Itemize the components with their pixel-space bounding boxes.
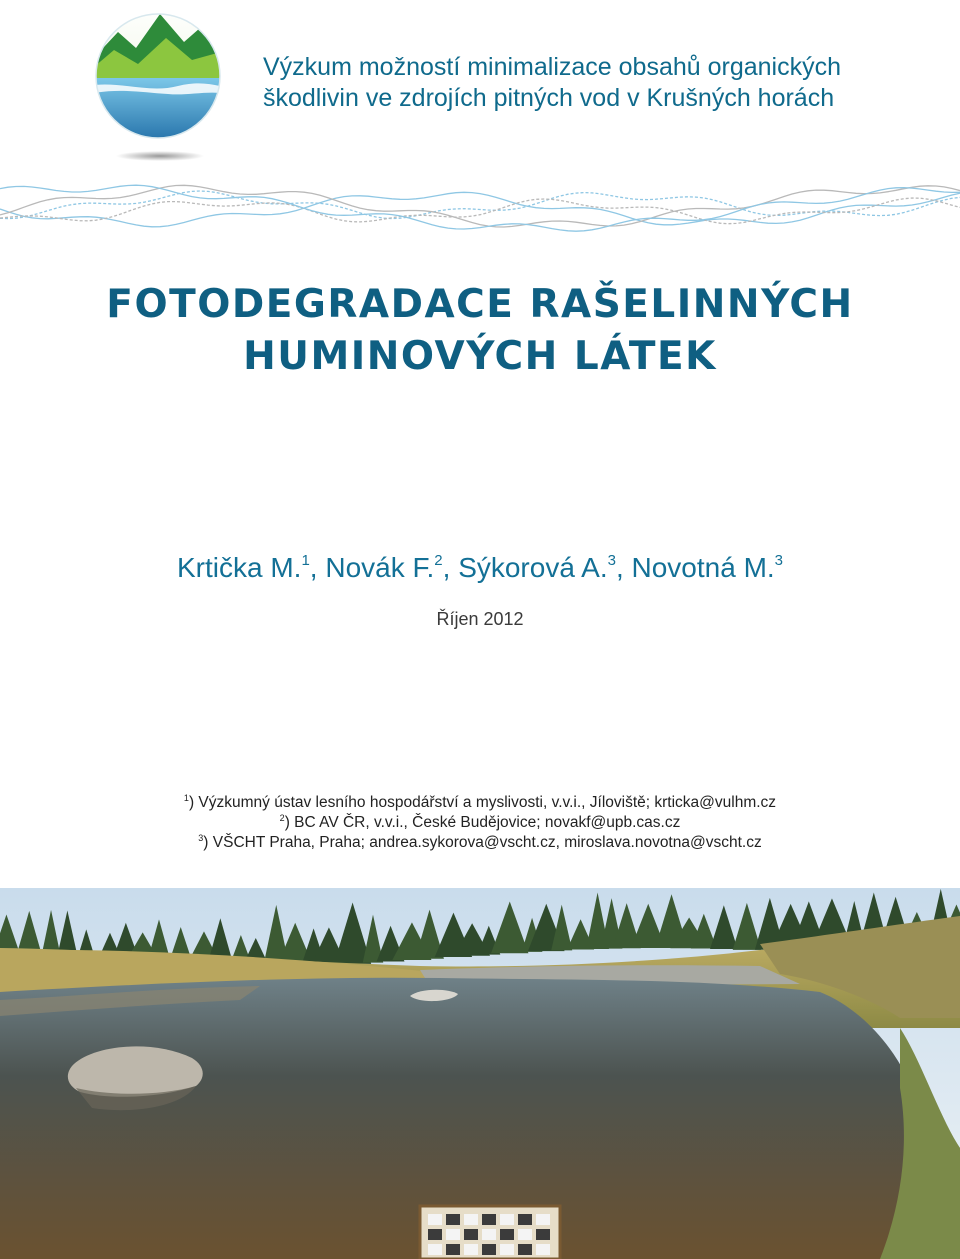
author-name: Sýkorová A.: [458, 552, 608, 583]
sample-vial: [482, 1229, 496, 1240]
affiliation-ref: 3: [198, 833, 204, 843]
sample-vial: [464, 1244, 478, 1255]
sample-vial: [464, 1214, 478, 1225]
sample-vial: [482, 1214, 496, 1225]
sample-vial: [464, 1229, 478, 1240]
sample-vial: [428, 1214, 442, 1225]
author-ref: 3: [607, 552, 616, 569]
document-title-line-2: HUMINOVÝCH LÁTEK: [243, 334, 717, 379]
sample-vial: [446, 1214, 460, 1225]
affiliation-item: [0, 793, 960, 813]
project-title-line-1: Výzkum možností minimalizace obsahů organických: [263, 53, 842, 81]
affiliation-text: ) VŠCHT Praha, Praha; andrea.sykorova@vscht.cz, miroslava.novotna@vscht.cz: [203, 834, 762, 851]
document-title: [0, 279, 960, 383]
affiliation-item: [0, 833, 960, 853]
sample-vial: [428, 1229, 442, 1240]
affiliation-ref: 1: [183, 793, 189, 803]
affiliation-text: ) BC AV ČR, v.v.i., České Budějovice; novakf@upb.cas.cz: [284, 814, 681, 831]
author: [177, 552, 325, 583]
sample-vial: [518, 1229, 532, 1240]
project-logo: [88, 2, 228, 172]
project-title-line-2: škodlivin ve zdrojích pitných vod v Krušných horách: [263, 84, 835, 112]
sample-vial: [536, 1244, 550, 1255]
affiliation-list: [0, 793, 960, 853]
author-separator: ,: [615, 552, 632, 583]
sample-vial: [446, 1244, 460, 1255]
author-name: Novák F.: [325, 552, 435, 583]
author-ref: 3: [774, 552, 784, 569]
sample-vial: [500, 1229, 514, 1240]
author-name: Krtička M.: [176, 552, 302, 583]
sample-vial: [482, 1244, 496, 1255]
affiliation-ref: 2: [279, 813, 285, 823]
sample-vial: [518, 1244, 532, 1255]
decorative-waves: [0, 165, 960, 250]
sample-tray: [428, 1214, 550, 1255]
author-name: Novotná M.: [631, 552, 775, 583]
sample-vial: [500, 1214, 514, 1225]
author: [325, 552, 458, 583]
sample-vial: [500, 1244, 514, 1255]
sample-vial: [536, 1229, 550, 1240]
author-list: [0, 552, 960, 584]
publication-date: Říjen 2012: [436, 609, 524, 629]
document-title-line-1: FOTODEGRADACE RAŠELINNÝCH: [106, 282, 854, 327]
sample-vial: [428, 1244, 442, 1255]
sample-vial: [518, 1214, 532, 1225]
author-separator: ,: [442, 552, 459, 583]
sample-vial: [446, 1229, 460, 1240]
affiliation-item: [0, 813, 960, 833]
project-title: [263, 52, 913, 114]
author: [632, 552, 784, 583]
author: [458, 552, 631, 583]
affiliation-text: ) Výzkumný ústav lesního hospodářství a myslivosti, v.v.i., Jíloviště; krticka@vulhm.cz: [188, 794, 777, 811]
author-ref: 2: [434, 552, 443, 569]
author-separator: ,: [309, 552, 326, 583]
author-ref: 1: [301, 552, 310, 569]
peat-bog-lake-photo: [0, 888, 960, 1259]
sample-vial: [536, 1214, 550, 1225]
